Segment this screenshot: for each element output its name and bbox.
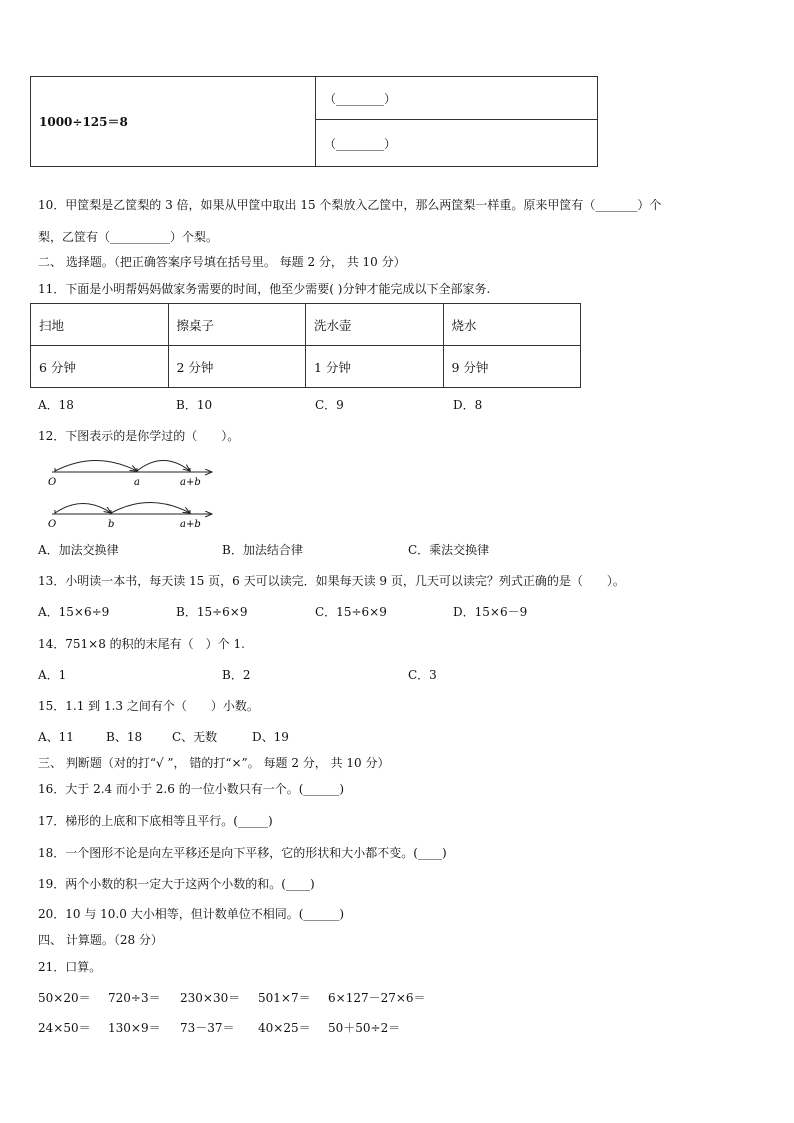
chore-header: 擦桌子: [168, 304, 306, 346]
mental-math-item: 230×30＝: [180, 991, 241, 1005]
chore-header: 扫地: [31, 304, 169, 346]
arc: [55, 504, 111, 514]
mental-math-item: 130×9＝: [108, 1021, 161, 1035]
chore-header: 洗水壶: [306, 304, 444, 346]
q20-text: 20．10 与 10.0 大小相等，但计数单位不相同。(______): [38, 907, 345, 921]
q15-option-a[interactable]: A、11: [38, 730, 74, 744]
q11-text: 11．下面是小明帮妈妈做家务需要的时间，他至少需要( )分钟才能完成以下全部家务.: [38, 282, 491, 296]
q11-option-d[interactable]: D．8: [453, 398, 483, 412]
label-o: O: [48, 477, 57, 488]
q13-option-a[interactable]: A．15×6÷9: [38, 605, 110, 619]
q10-line2: 梨，乙筐有（__________）个梨。: [38, 230, 219, 244]
top-answer-table: [30, 76, 598, 167]
blank-2: （________）: [324, 136, 397, 151]
chore-time: 2 分钟: [168, 346, 306, 388]
q10-line1: 10．甲筐梨是乙筐梨的 3 倍，如果从甲筐中取出 15 个梨放入乙筐中，那么两筐梨一样重。原来甲筐有（_______）个: [38, 198, 662, 212]
mental-math-item: 720÷3＝: [108, 991, 161, 1005]
q14-text: 14．751×8 的积的末尾有（ ）个 1.: [38, 637, 245, 651]
q12-option-b[interactable]: B．加法结合律: [222, 543, 303, 557]
q12-option-a[interactable]: A．加法交换律: [38, 543, 119, 557]
q11-option-b[interactable]: B．10: [176, 398, 213, 412]
chore-header: 烧水: [443, 304, 581, 346]
chore-time: 1 分钟: [306, 346, 444, 388]
equation-cell: [31, 77, 316, 167]
label-a-plus-b: a+b: [180, 477, 201, 488]
mental-math-item: 50×20＝: [38, 991, 91, 1005]
mental-math-item: 6×127－27×6＝: [328, 991, 426, 1005]
mental-math-item: 73－37＝: [180, 1021, 235, 1035]
blank-cell-2[interactable]: [316, 120, 598, 167]
q14-option-b[interactable]: B．2: [222, 668, 251, 682]
q14-option-c[interactable]: C．3: [408, 668, 437, 682]
arc: [111, 503, 190, 514]
q19-text: 19．两个小数的积一定大于这两个小数的和。(____): [38, 877, 315, 891]
q15-option-d[interactable]: D、19: [252, 730, 289, 744]
q15-option-b[interactable]: B、18: [106, 730, 143, 744]
q13-option-b[interactable]: B．15÷6×9: [176, 605, 248, 619]
q16-text: 16．大于 2.4 而小于 2.6 的一位小数只有一个。(______): [38, 782, 345, 796]
section-4-heading: 四、 计算题。（28 分）: [38, 933, 163, 947]
chore-time: 9 分钟: [443, 346, 581, 388]
q13-option-d[interactable]: D．15×6－9: [453, 605, 528, 619]
chore-time: 6 分钟: [31, 346, 169, 388]
mental-math-item: 24×50＝: [38, 1021, 91, 1035]
equation: 1000÷125＝8: [39, 115, 128, 129]
arc: [137, 461, 190, 472]
label-o: O: [48, 519, 57, 530]
section-3-heading: 三、 判断题（对的打“√ ”， 错的打“×”。 每题 2 分， 共 10 分）: [38, 756, 390, 770]
q13-text: 13．小明读一本书，每天读 15 页，6 天可以读完．如果每天读 9 页，几天可以读完？列式正确的是（ ）。: [38, 574, 625, 588]
q11-option-a[interactable]: A．18: [38, 398, 74, 412]
arc: [55, 461, 137, 472]
q18-text: 18．一个图形不论是向左平移还是向下平移，它的形状和大小都不变。(____): [38, 846, 447, 860]
q15-text: 15．1.1 到 1.3 之间有个（ ）小数。: [38, 699, 259, 713]
q21-title: 21．口算。: [38, 960, 102, 974]
number-line-diagram: [40, 452, 220, 534]
q12-text: 12．下图表示的是你学过的（ ）。: [38, 429, 240, 443]
q15-option-c[interactable]: C、无数: [172, 730, 218, 744]
q14-option-a[interactable]: A．1: [38, 668, 67, 682]
mental-math-item: 50＋50÷2＝: [328, 1021, 401, 1035]
section-2-heading: 二、 选择题。（把正确答案序号填在括号里。 每题 2 分， 共 10 分）: [38, 255, 406, 269]
label-a: a: [134, 477, 140, 488]
q11-option-c[interactable]: C．9: [315, 398, 344, 412]
q12-option-c[interactable]: C．乘法交换律: [408, 543, 490, 557]
mental-math-item: 40×25＝: [258, 1021, 311, 1035]
blank-cell-1[interactable]: [316, 77, 598, 120]
label-a-plus-b: a+b: [180, 519, 201, 530]
label-b: b: [108, 519, 115, 530]
mental-math-item: 501×7＝: [258, 991, 311, 1005]
blank-1: （________）: [324, 91, 397, 106]
chores-table: [30, 303, 581, 388]
q13-option-c[interactable]: C．15÷6×9: [315, 605, 387, 619]
q17-text: 17．梯形的上底和下底相等且平行。(_____): [38, 814, 273, 828]
